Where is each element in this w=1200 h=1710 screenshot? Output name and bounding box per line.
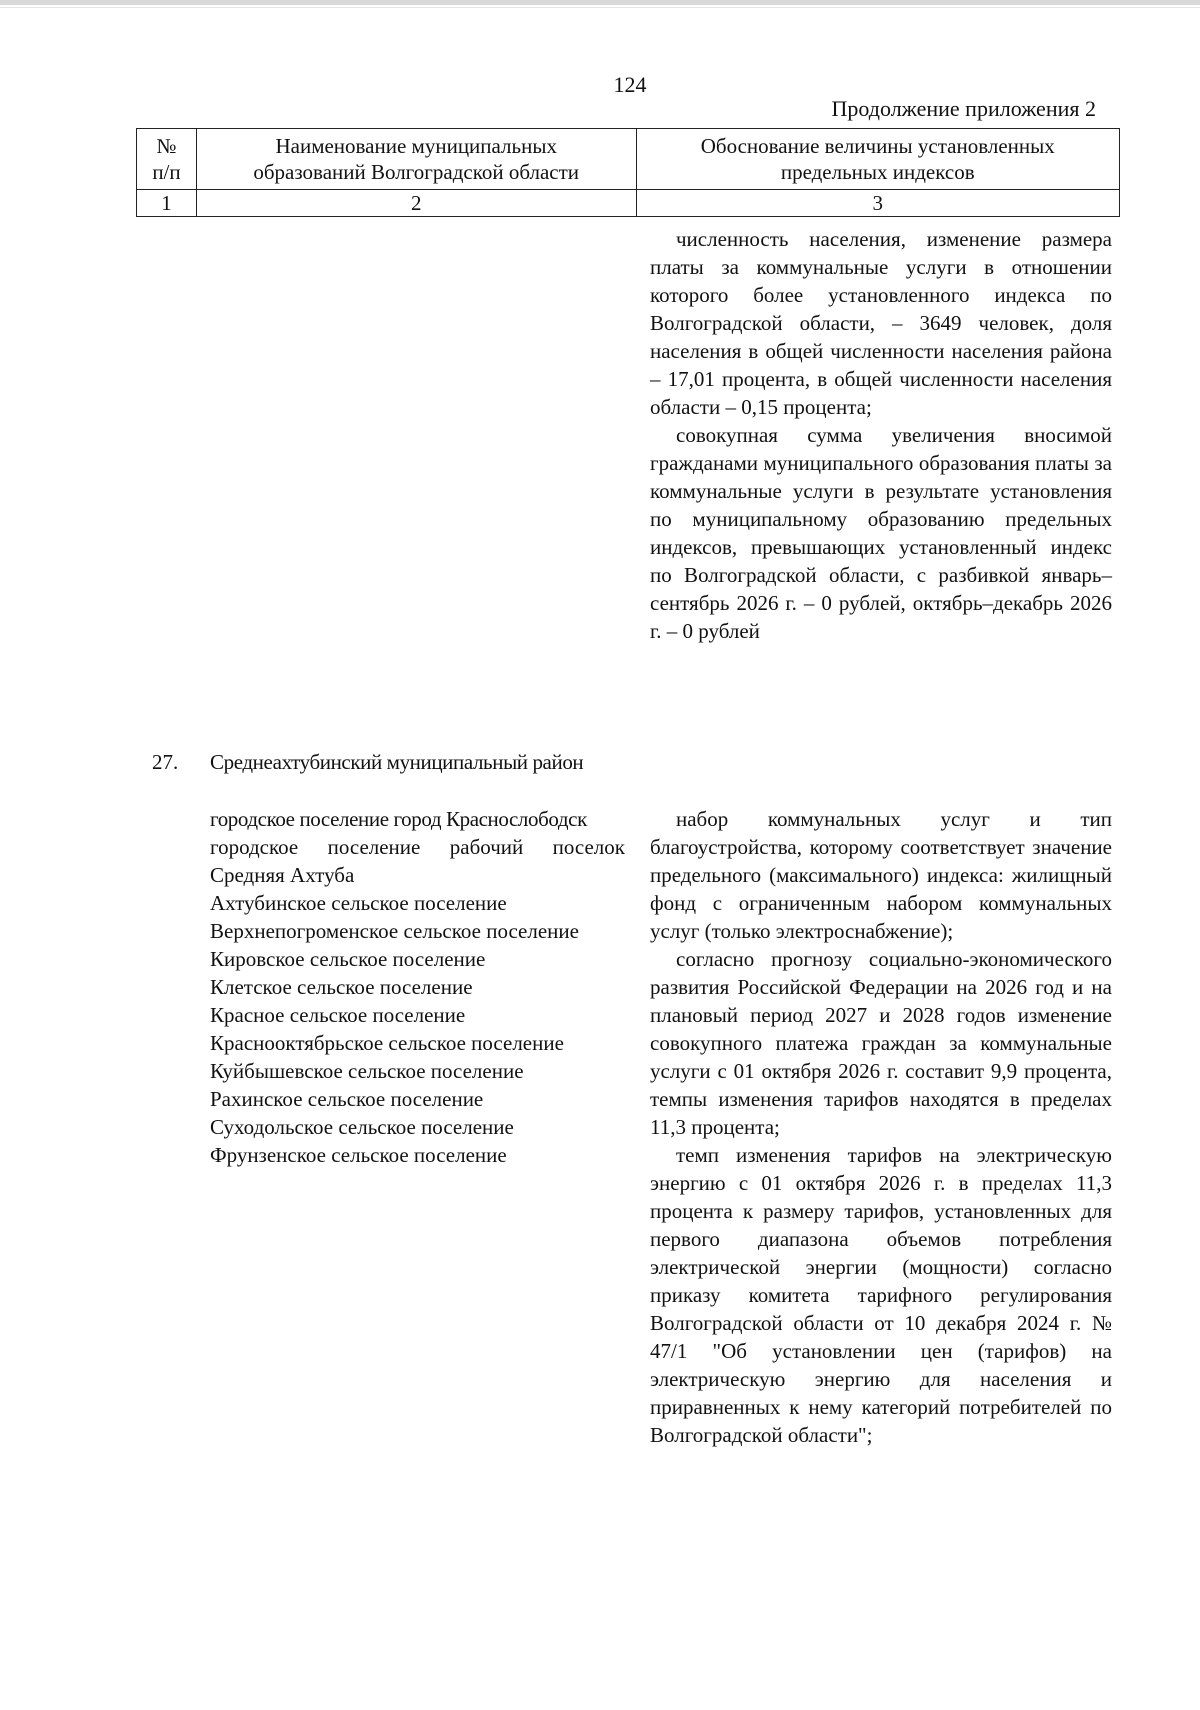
settlement-item: Клетское сельское поселение <box>210 975 473 999</box>
scan-top-edge <box>0 0 1200 5</box>
header-justification-line1: Обоснование величины установленных <box>700 134 1055 158</box>
column-number-2: 2 <box>196 190 636 217</box>
settlement-item: Красное сельское поселение <box>210 1003 466 1027</box>
header-justification-line2: предельных индексов <box>780 160 975 184</box>
settlement-item: городское поселение город Краснослободск <box>210 807 587 831</box>
header-name-line1: Наименование муниципальных <box>275 134 557 158</box>
settlement-item: городское поселение рабочий поселок Средняя Ахтуба <box>210 835 625 887</box>
continuation-paragraph-total-sum: совокупная сумма увеличения вносимой гражданами муниципального образования платы за коммунальные услуги в результате установления по муниципальному образованию предельных индексов, превышающих установленный индекс по Волгоградской области, с разбивкой январь–сентябрь 2026 г. – 0 рублей, октябрь–декабрь 2026 г. – 0 рублей <box>650 423 1112 643</box>
header-number-cell <box>137 129 197 190</box>
settlement-item: Кировское сельское поселение <box>210 947 486 971</box>
settlement-item: Фрунзенское сельское поселение <box>210 1143 507 1167</box>
settlement-item: Ахтубинское сельское поселение <box>210 891 507 915</box>
header-justification-cell <box>636 129 1120 190</box>
row-number-27: 27. <box>152 750 179 774</box>
header-name-cell <box>196 129 636 190</box>
scan-top-line <box>0 7 1200 8</box>
continuation-justification <box>650 225 1112 645</box>
continuation-paragraph-population: численность населения, изменение размера платы за коммунальные услуги в отношении которого более установленного индекса по Волгоградской области, – 3649 человек, доля населения в общей численности населения района – 17,01 процента, в общей численности населения области – 0,15 процента; <box>650 227 1112 419</box>
row-27-justification <box>650 805 1112 1449</box>
district-name: Среднеахтубинский муниципальный район <box>210 750 584 774</box>
column-number-row <box>137 190 1120 217</box>
header-number-line2: п/п <box>152 160 181 184</box>
column-number-3: 3 <box>636 190 1120 217</box>
appendix-continuation-note: Продолжение приложения 2 <box>831 96 1096 121</box>
justification-paragraph-services: набор коммунальных услуг и тип благоустройства, которому соответствует значение предельного (максимального) индекса: жилищный фонд с ограниченным набором коммунальных услуг (только электроснабжение); <box>650 807 1112 943</box>
settlements-list <box>210 805 625 1169</box>
settlement-item: Верхнепогроменское сельское поселение <box>210 919 579 943</box>
column-number-1: 1 <box>137 190 197 217</box>
settlement-item: Суходольское сельское поселение <box>210 1115 514 1139</box>
page-number: 124 <box>613 72 647 97</box>
justification-paragraph-tariff-rate: темп изменения тарифов на электрическую энергию с 01 октября 2026 г. в пределах 11,3 процента к размеру тарифов, установленных для первого диапазона объемов потребления электрической энергии (мощности) согласно приказу комитета тарифного регулирования Волгоградской области от 10 декабря 2024 г. № 47/1 "Об установлении цен (тарифов) на электрическую энергию для населения и приравненных к нему категорий потребителей по Волгоградской области"; <box>650 1143 1112 1447</box>
header-name-line2: образований Волгоградской области <box>253 160 580 184</box>
settlement-item: Куйбышевское сельское поселение <box>210 1059 524 1083</box>
table-header <box>136 128 1120 217</box>
justification-paragraph-forecast: согласно прогнозу социально-экономического развития Российской Федерации на 2026 год и на плановый период 2027 и 2028 годов изменение совокупного платежа граждан за коммунальные услуги с 01 октября 2026 г. составит 9,9 процента, темпы изменения тарифов находятся в пределах 11,3 процента; <box>650 947 1112 1139</box>
table-header-row <box>137 129 1120 190</box>
settlement-item: Краснооктябрьское сельское поселение <box>210 1031 564 1055</box>
header-number-line1: № <box>156 134 177 158</box>
settlement-item: Рахинское сельское поселение <box>210 1087 484 1111</box>
